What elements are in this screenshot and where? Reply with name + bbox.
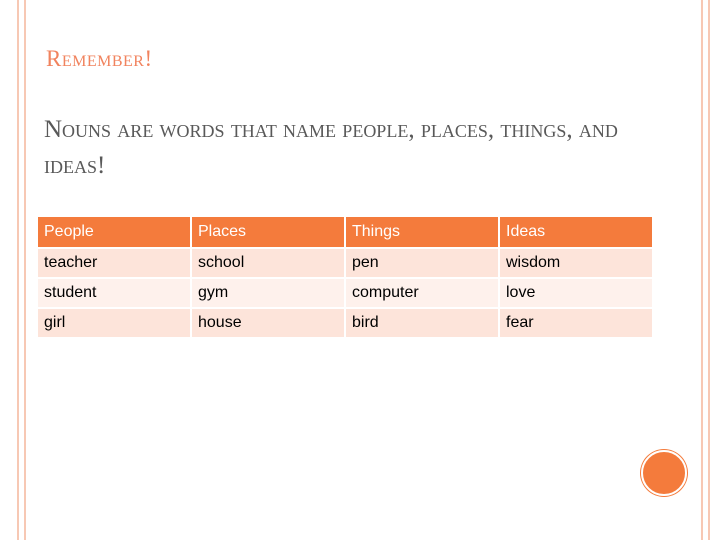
left-border-stripe-outer [17, 0, 19, 540]
header-things: Things [345, 216, 499, 248]
table-row [37, 308, 653, 338]
left-border-stripe-inner [24, 0, 26, 540]
table-cell: school [191, 248, 345, 278]
table-cell: love [499, 278, 653, 308]
table-cell: house [191, 308, 345, 338]
nouns-table [36, 215, 654, 339]
table-cell: wisdom [499, 248, 653, 278]
table-cell: girl [37, 308, 191, 338]
table-cell: teacher [37, 248, 191, 278]
table-row [37, 278, 653, 308]
header-ideas: Ideas [499, 216, 653, 248]
table-cell: fear [499, 308, 653, 338]
header-people: People [37, 216, 191, 248]
table-row [37, 248, 653, 278]
table-header-row [37, 216, 653, 248]
header-places: Places [191, 216, 345, 248]
right-border-stripe-outer [708, 0, 710, 540]
table-cell: computer [345, 278, 499, 308]
decorative-circle [641, 450, 687, 496]
table-cell: student [37, 278, 191, 308]
slide-title: Remember! [46, 46, 153, 71]
right-border-stripe-inner [701, 0, 703, 540]
table-cell: pen [345, 248, 499, 278]
table-cell: gym [191, 278, 345, 308]
slide-subtitle: Nouns are words that name people, places, things, and ideas! [44, 116, 618, 179]
table-cell: bird [345, 308, 499, 338]
